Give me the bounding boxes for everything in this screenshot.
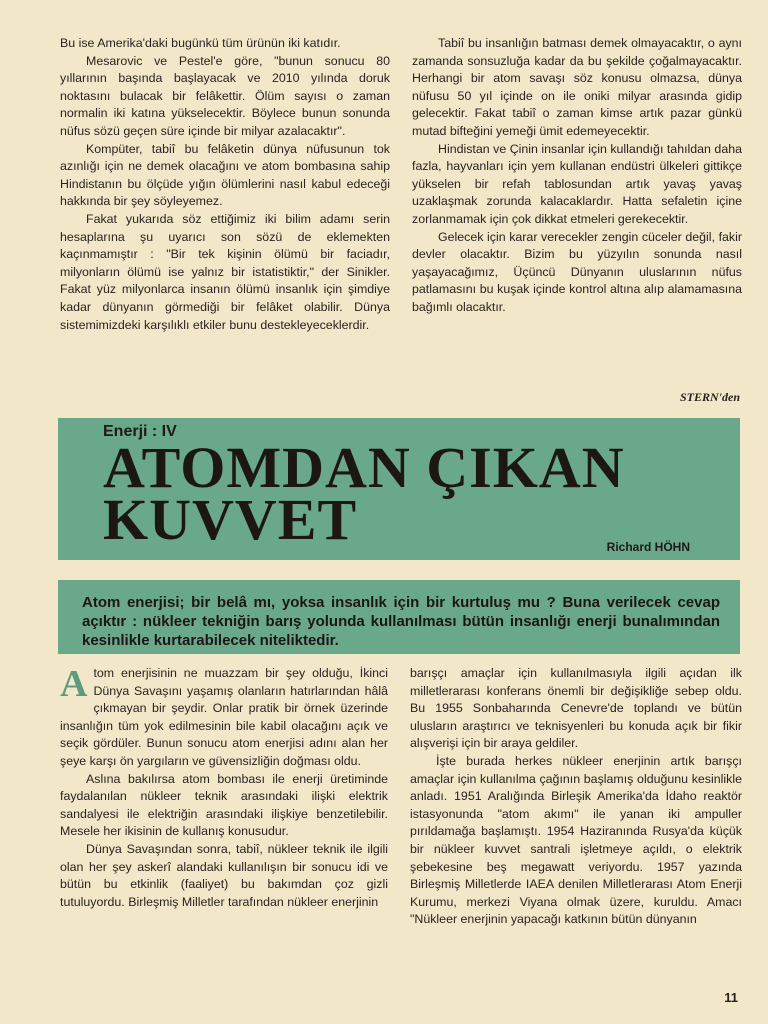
bottom-right-column [410, 665, 742, 929]
paragraph: Dünya Savaşından sonra, tabiî, nükleer teknik ile ilgili olan her şey askerî alandaki kullanılışın bir sonucu idi ve bütün bu etkinlik (faaliyet) bu bakımdan çoz gizli tutuluyordu. Birleşmiş Milletler tarafından nükleer enerjinin [60, 841, 388, 909]
title-line-2: KUVVET [103, 487, 358, 552]
paragraph: Gelecek için karar verecekler zengin cüceler değil, fakir devler olacaktır. Bizim bu yüzyılın sonunda nasıl yaşayacağımız, Üçüncü Dünyanın uluslarının nüfus patlamasını bu kuşak içinde kontrol altına alıp alamamasına bağımlı olacaktır. [412, 229, 742, 314]
source-credit: STERN'den [679, 390, 740, 404]
top-right-column [412, 35, 742, 317]
paragraph: Aslına bakılırsa atom bombası ile enerji üretiminde faydalanılan nükleer teknik arasındaki ilişki elektrik sandalyesi ile elektriğin arasındaki ilişkiye benzetilebilir. Mesele her ikisinin de kullanış konusudur. [60, 771, 388, 839]
summary-box [58, 580, 740, 654]
author-name: Richard HÖHN [606, 540, 690, 554]
title-line-1: ATOMDAN ÇIKAN [103, 435, 625, 500]
article-summary: Atom enerjisi; bir belâ mı, yoksa insanlık için bir kurtuluş mu ? Buna verilecek cevap açıktır : nükleer tekniğin barış yolunda kullanılması bütün insanlığı enerji bunalımından kesinlikle kurtarabilecek niteliktedir. [82, 594, 720, 649]
paragraph: Kompüter, tabiî bu felâketin dünya nüfusunun tok azınlığı için ne demek olacağını ve atom bombasına sahip Hindistanın bu ölçüde yığın ölümlerini nasıl kabul edeceği hakkında bir şey söyleyemez. [60, 141, 390, 209]
article-title-banner [58, 418, 740, 560]
drop-cap: A [60, 663, 88, 705]
paragraph [60, 665, 388, 771]
paragraph: Mesarovic ve Pestel'e göre, "bunun sonucu 80 yıllarının başında başlayacak ve 2010 yılında doruk noktasını bulacak bir felâkettir. Ölüm sayısı o zaman normalin iki katına yükselecektir. Böylece bunun sonunda nüfus sözü geçen süre içinde bir milyar azalacaktır". [60, 53, 390, 138]
paragraph: Bu ise Amerika'daki bugünkü tüm ürünün iki katıdır. [60, 36, 341, 50]
paragraph-text: tom enerjisinin ne muazzam bir şey olduğu, İkinci Dünya Savaşını yaşamış olanların hatırlarından hâlâ çıkmayan bir şeydir. Onlar pratik bir örnek üzerinde insanlığın tüm yok edilmesinin bile kabil olacağını açık ve seçik gördüler. Bunun sonucu atom enerjisi adını alan her şeye karşı ön yargıların ve güvensizliğin doğması oldu. [60, 666, 388, 768]
paragraph: İşte burada herkes nükleer enerjinin artık barışçı amaçlar için kullanılma çağının başlamış olduğunu kesinlikle anladı. 1951 Aralığında Birleşik Amerika'da İdaho reaktör istasyonunda "atom akımı" ile yanan iki ampuller pırıldamağa başlamıştı. 1954 Haziranında Rusya'da küçük bir nükleer kuvvet santrali işletmeye açıldı, o elektrik şebekesine beş megawatt veriyordu. 1957 yazında Birleşmiş Milletlerde IAEA denilen Milletlerarası Atom Enerji Kurumu, merkezi Viyana olmak üzere, kuruldu. Amacı "Nükleer enerjinin yapacağı katkının bütün dünyanın [410, 753, 742, 927]
article-title [103, 435, 625, 552]
page-number: 11 [724, 990, 738, 1005]
paragraph: Tabiî bu insanlığın batması demek olmayacaktır, o aynı zamanda sonsuzluğa kadar da bu şekilde çoğalmayacaktır. Herhangi bir atom savaşı söz konusu olmazsa, dünya nüfusu 50 yıl içinde on ile oniki milyar arasında gidip gelecektir. Fakat tabiî o zaman kimse artık pazar günkü mutad bifteğini yemeği ümit edemeyecektir. [412, 36, 742, 138]
bottom-left-column [60, 665, 388, 911]
series-label: Enerji : IV [103, 423, 177, 440]
paragraph: Hindistan ve Çinin insanlar için kullandığı tahıldan daha fazla, hayvanları için yem kullanan endüstri ülkeleri gittikçe yükselen bir refah tablosundan artık yavaş yavaş uzaklaşmak zorunda kalacaklardır. Hatta sefaletin içine zorlanmamak için çok dikkat etmeleri gerekecektir. [412, 141, 742, 226]
paragraph: Fakat yukarıda söz ettiğimiz iki bilim adamı serin hesaplarına şu uyarıcı son sözü de eklemekten kaçınmamıştır : "Bir tek kişinin ölümü bir faciadır, milyonların ölümü ise yalnız bir istatistiktir," der Sinikler. Fakat yüz milyonlarca insanın ölümü insanlık için şimdiye kadar dünyanın görmediği bir felâket olabilir. Dünya sistemimizdeki karşılıklı etkiler bunu destekleyeceklerdir. [60, 211, 390, 332]
top-left-column [60, 35, 390, 334]
paragraph: barışçı amaçlar için kullanılmasıyla ilgili açıdan ilk milletlerarası konferans önemli bir değişikliğe sebep oldu. Bu 1955 Sonbaharında Cenevre'de toplandı ve bütün ulusların araştırıcı ve teknisyenleri bu konuda açık bir fikir alışverişi için bir araya geldiler. [410, 666, 742, 751]
